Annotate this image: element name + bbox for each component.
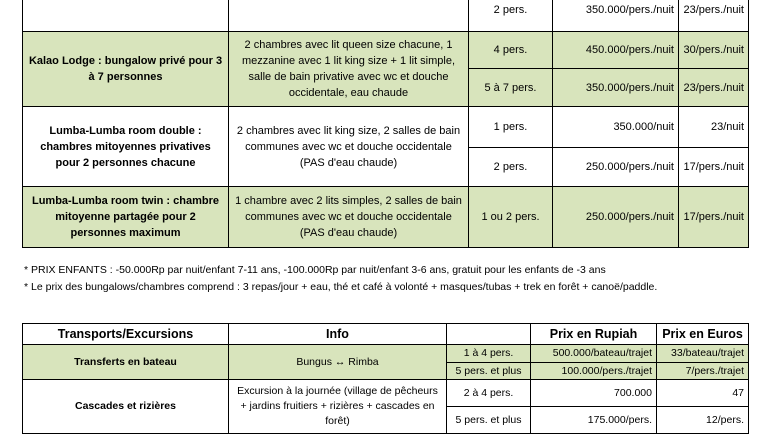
- price-rupiah-cell: 500.000/bateau/trajet: [531, 345, 657, 363]
- people-cell: 5 pers. et plus: [447, 407, 531, 434]
- children-price-note: * PRIX ENFANTS : -50.000Rp par nuit/enfant 7-11 ans, -100.000Rp par nuit/enfant 3-6 ans, gratuit pour les enfants de -3 ans: [24, 264, 606, 276]
- room-name-cell: Lumba-Lumba room twin : chambre mitoyenne partagée pour 2 personnes maximum: [23, 187, 229, 248]
- price-rupiah-cell: 350.000/pers./nuit: [553, 0, 679, 32]
- header-people: [447, 324, 531, 345]
- price-euro-cell: 23/pers./nuit: [679, 0, 749, 32]
- people-cell: 4 pers.: [469, 32, 553, 69]
- transport-name-cell: Cascades et rizières: [23, 380, 229, 434]
- price-rupiah-cell: 100.000/pers./trajet: [531, 363, 657, 380]
- price-euro-cell: 17/pers./nuit: [679, 187, 749, 248]
- price-rupiah-cell: 350.000/nuit: [553, 107, 679, 148]
- people-cell: 2 pers.: [469, 148, 553, 187]
- pricing-notes: [24, 262, 657, 296]
- price-rupiah-cell: 350.000/pers./nuit: [553, 69, 679, 107]
- room-info-cell: 2 chambres avec lit king size, 2 salles de bain communes avec wc et douche occidentale (PAS d'eau chaude): [229, 107, 469, 187]
- people-cell: 1 pers.: [469, 107, 553, 148]
- room-info-cell: [229, 0, 469, 32]
- inclusions-note: * Le prix des bungalows/chambres comprend : 3 repas/jour + eau, thé et café à volonté + masques/tubas + trek en forêt + canoë/paddle.: [24, 281, 658, 293]
- transport-name-cell: Transferts en bateau: [23, 345, 229, 380]
- accommodation-table: [22, 0, 749, 248]
- people-cell: 5 pers. et plus: [447, 363, 531, 380]
- price-euro-cell: 30/pers./nuit: [679, 32, 749, 69]
- room-name-cell: Kalao Lodge : bungalow privé pour 3 à 7 personnes: [23, 32, 229, 107]
- room-name-cell: Lumba-Lumba room double : chambres mitoyennes privatives pour 2 personnes chacune: [23, 107, 229, 187]
- people-cell: 5 à 7 pers.: [469, 69, 553, 107]
- price-euro-cell: 23/nuit: [679, 107, 749, 148]
- header-price-rupiah: Prix en Rupiah: [531, 324, 657, 345]
- transport-info-cell: Bungus ↔ Rimba: [229, 345, 447, 380]
- price-rupiah-cell: 700.000: [531, 380, 657, 407]
- price-euro-cell: 7/pers./trajet: [657, 363, 749, 380]
- price-rupiah-cell: 250.000/pers./nuit: [553, 148, 679, 187]
- room-name-cell: [23, 0, 229, 32]
- transports-table: [22, 323, 749, 434]
- people-cell: 1 à 4 pers.: [447, 345, 531, 363]
- price-rupiah-cell: 250.000/pers./nuit: [553, 187, 679, 248]
- header-info: Info: [229, 324, 447, 345]
- price-euro-cell: 33/bateau/trajet: [657, 345, 749, 363]
- price-rupiah-cell: 450.000/pers./nuit: [553, 32, 679, 69]
- transport-info-cell: Excursion à la journée (village de pêcheurs + jardins fruitiers + rizières + cascades en forêt): [229, 380, 447, 434]
- room-info-cell: 1 chambre avec 2 lits simples, 2 salles de bain communes avec wc et douche occidentale (PAS d'eau chaude): [229, 187, 469, 248]
- people-cell: 2 pers.: [469, 0, 553, 32]
- price-euro-cell: 47: [657, 380, 749, 407]
- price-rupiah-cell: 175.000/pers.: [531, 407, 657, 434]
- price-euro-cell: 23/pers./nuit: [679, 69, 749, 107]
- people-cell: 2 à 4 pers.: [447, 380, 531, 407]
- header-price-euro: Prix en Euros: [657, 324, 749, 345]
- header-transports: Transports/Excursions: [23, 324, 229, 345]
- room-info-cell: 2 chambres avec lit queen size chacune, 1 mezzanine avec 1 lit king size + 1 lit simple, salle de bain privative avec wc et douche occidentale, eau chaude: [229, 32, 469, 107]
- price-euro-cell: 17/pers./nuit: [679, 148, 749, 187]
- price-euro-cell: 12/pers.: [657, 407, 749, 434]
- people-cell: 1 ou 2 pers.: [469, 187, 553, 248]
